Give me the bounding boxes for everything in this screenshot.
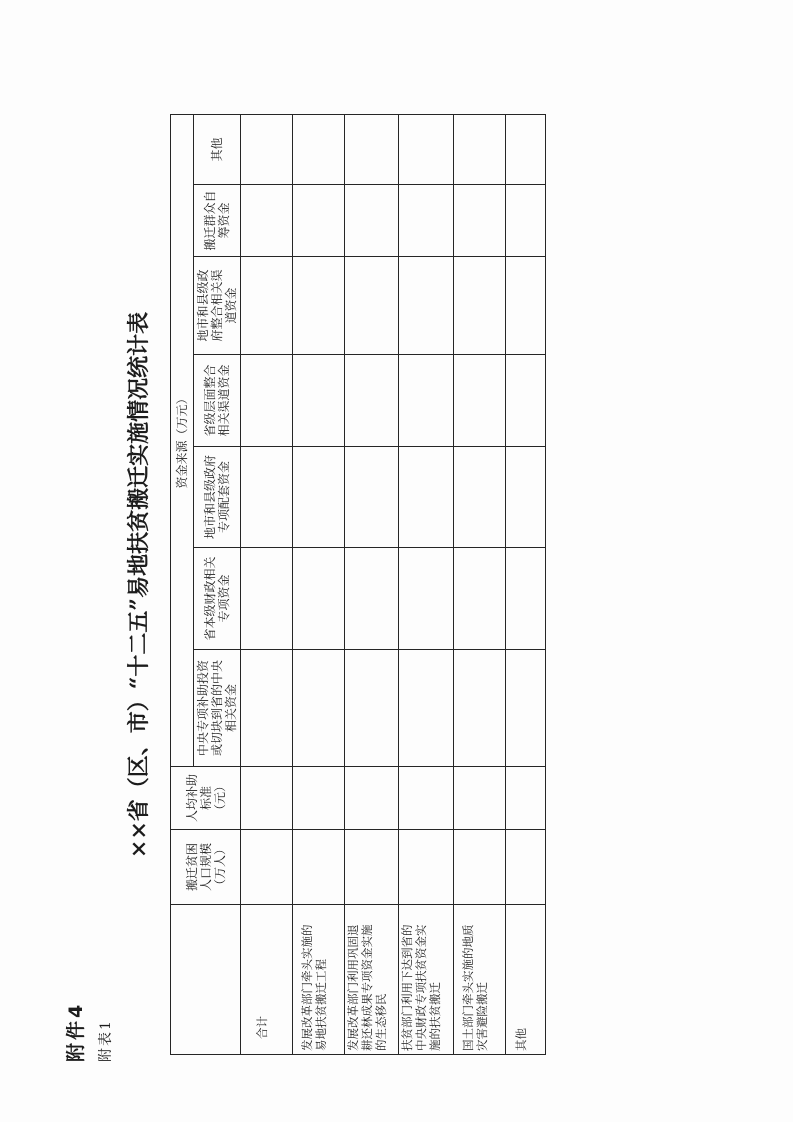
data-cell	[506, 650, 546, 767]
table-row	[454, 114, 506, 1054]
row-label: 扶贫部门利用下达到省的 中央财政专项扶贫资金实 施的扶贫搬迁	[399, 905, 454, 1055]
data-cell	[241, 185, 293, 257]
data-cell	[293, 355, 345, 447]
data-cell	[454, 767, 506, 830]
table-row	[399, 114, 454, 1054]
data-cell	[506, 185, 546, 257]
data-cell	[345, 830, 399, 905]
data-cell	[293, 830, 345, 905]
data-cell	[399, 548, 454, 650]
header-funding-self-raised: 搬迁群众自 筹资金	[194, 185, 241, 257]
data-cell	[399, 114, 454, 184]
header-funding-provincial: 省本级财政相关 专项资金	[194, 548, 241, 650]
data-cell	[345, 355, 399, 447]
data-cell	[399, 830, 454, 905]
data-cell	[345, 185, 399, 257]
row-label: 发展改革部门牵头实施的 易地扶贫搬迁工程	[293, 905, 345, 1055]
header-funding-central: 中央专项补助投资 或切块到省的中央 相关资金	[194, 650, 241, 767]
data-cell	[454, 650, 506, 767]
schedule-label: 附表1	[98, 1019, 114, 1062]
data-cell	[454, 185, 506, 257]
data-cell	[345, 257, 399, 355]
row-label: 其他	[506, 905, 546, 1055]
data-cell	[241, 447, 293, 548]
data-cell	[293, 447, 345, 548]
data-cell	[241, 355, 293, 447]
data-cell	[454, 355, 506, 447]
data-cell	[454, 257, 506, 355]
document-title: ××省（区、市）“十二五”易地扶贫搬迁实施情况统计表	[126, 311, 152, 859]
data-cell	[399, 185, 454, 257]
attachment-label: 附件4	[65, 1001, 87, 1062]
data-cell	[293, 650, 345, 767]
data-cell	[293, 257, 345, 355]
data-cell	[454, 548, 506, 650]
data-cell	[241, 257, 293, 355]
data-cell	[345, 767, 399, 830]
header-funding-local-matching: 地市和县级政府 专项配套资金	[194, 447, 241, 548]
data-cell	[506, 767, 546, 830]
statistics-table	[170, 114, 546, 1055]
data-cell	[399, 257, 454, 355]
header-funding-local-integrated: 地市和县级政 府整合相关渠 道资金	[194, 257, 241, 355]
row-label: 合计	[241, 905, 293, 1055]
data-cell	[241, 114, 293, 184]
data-cell	[241, 830, 293, 905]
data-cell	[345, 447, 399, 548]
data-cell	[506, 355, 546, 447]
data-cell	[293, 114, 345, 184]
table-row	[506, 114, 546, 1054]
data-cell	[454, 830, 506, 905]
header-row	[171, 114, 194, 1054]
table-row	[241, 114, 293, 1054]
data-cell	[345, 114, 399, 184]
header-funding-provincial-integrated: 省级层面整合 相关渠道资金	[194, 355, 241, 447]
data-cell	[345, 548, 399, 650]
row-label: 发展改革部门利用巩固退 耕还林成果专项资金实施 的生态移民	[345, 905, 399, 1055]
data-cell	[293, 185, 345, 257]
data-cell	[399, 650, 454, 767]
data-cell	[399, 447, 454, 548]
table-row	[293, 114, 345, 1054]
data-cell	[399, 355, 454, 447]
data-cell	[345, 650, 399, 767]
data-cell	[506, 447, 546, 548]
data-cell	[506, 257, 546, 355]
data-cell	[506, 114, 546, 184]
header-funding-sources: 资金来源（万元）	[171, 114, 194, 766]
row-label: 国土部门牵头实施的地质 灾害避险搬迁	[454, 905, 506, 1055]
data-cell	[506, 830, 546, 905]
table-row	[345, 114, 399, 1054]
data-cell	[506, 548, 546, 650]
data-cell	[399, 767, 454, 830]
data-cell	[293, 548, 345, 650]
data-cell	[293, 767, 345, 830]
data-cell	[454, 447, 506, 548]
header-funding-other: 其他	[194, 114, 241, 184]
header-subsidy-standard: 人均补助 标准 （元）	[171, 767, 241, 830]
header-population: 搬迁贫困 人口规模 （万人）	[171, 830, 241, 905]
header-corner-cell	[171, 905, 241, 1055]
data-cell	[241, 767, 293, 830]
data-cell	[241, 548, 293, 650]
data-cell	[241, 650, 293, 767]
data-cell	[454, 114, 506, 184]
